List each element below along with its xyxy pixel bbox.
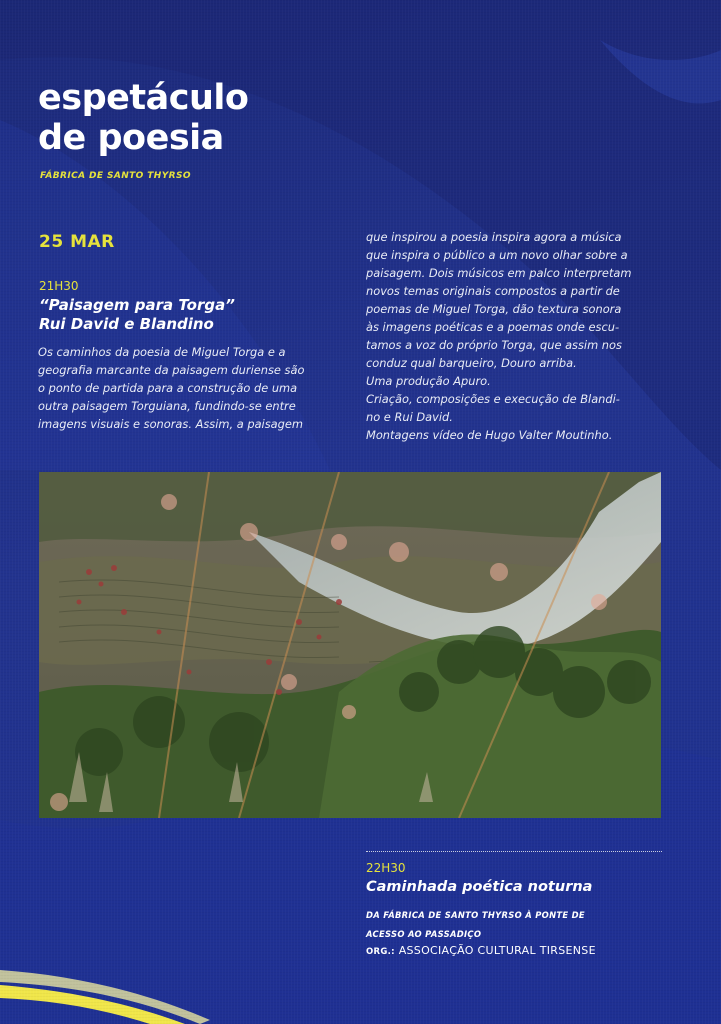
section-divider bbox=[366, 851, 662, 852]
text-line: no e Rui David. bbox=[366, 410, 453, 424]
event1-title bbox=[39, 296, 235, 334]
event1-title-line: “Paisagem para Torga” bbox=[39, 296, 235, 314]
route-line: DA FÁBRICA DE SANTO THYRSO À PONTE DE bbox=[366, 910, 585, 920]
text-line: Uma produção Apuro. bbox=[366, 374, 491, 388]
text-line: Montagens vídeo de Hugo Valter Moutinho. bbox=[366, 428, 613, 442]
text-line: novos temas originais compostos a partir de bbox=[366, 284, 620, 298]
organizer-label: ORG.: bbox=[366, 947, 395, 957]
event2-route bbox=[366, 906, 585, 944]
text-line: que inspirou a poesia inspira agora a música bbox=[366, 230, 622, 244]
text-line: geografia marcante da paisagem duriense são bbox=[38, 363, 305, 377]
text-line: conduz qual barqueiro, Douro arriba. bbox=[366, 356, 577, 370]
event2-title: Caminhada poética noturna bbox=[366, 879, 593, 895]
text-line: o ponto de partida para a construção de uma bbox=[38, 381, 298, 395]
text-line: tamos a voz do próprio Torga, que assim nos bbox=[366, 338, 622, 352]
text-line: paisagem. Dois músicos em palco interpretam bbox=[366, 266, 632, 280]
event1-title-line: Rui David e Blandino bbox=[39, 315, 214, 333]
text-line: Criação, composições e execução de Blandi- bbox=[366, 392, 620, 406]
text-line: às imagens poéticas e a poemas onde escu- bbox=[366, 320, 620, 334]
event1-description-left bbox=[38, 343, 336, 433]
event2-organizer bbox=[366, 944, 596, 957]
text-line: Os caminhos da poesia de Miguel Torga e a bbox=[38, 345, 286, 359]
text-line: imagens visuais e sonoras. Assim, a paisagem bbox=[38, 417, 303, 431]
route-line: ACESSO AO PASSADIÇO bbox=[366, 929, 482, 939]
event-date: 25 MAR bbox=[39, 232, 115, 252]
event1-description-right bbox=[366, 228, 664, 444]
event1-time: 21H30 bbox=[39, 279, 79, 293]
title-line: espetáculo bbox=[38, 78, 249, 118]
event2-time: 22H30 bbox=[366, 861, 406, 875]
organizer-name: ASSOCIAÇÃO CULTURAL TIRSENSE bbox=[398, 944, 596, 957]
title-line: de poesia bbox=[38, 118, 224, 158]
text-line: que inspira o público a um novo olhar sobre a bbox=[366, 248, 628, 262]
text-line: poemas de Miguel Torga, dão textura sonora bbox=[366, 302, 622, 316]
landscape-photo bbox=[39, 472, 661, 818]
douro-valley-image bbox=[39, 472, 661, 818]
page-title bbox=[38, 78, 248, 158]
venue-label: FÁBRICA DE SANTO THYRSO bbox=[40, 171, 191, 181]
text-line: outra paisagem Torguiana, fundindo-se entre bbox=[38, 399, 296, 413]
